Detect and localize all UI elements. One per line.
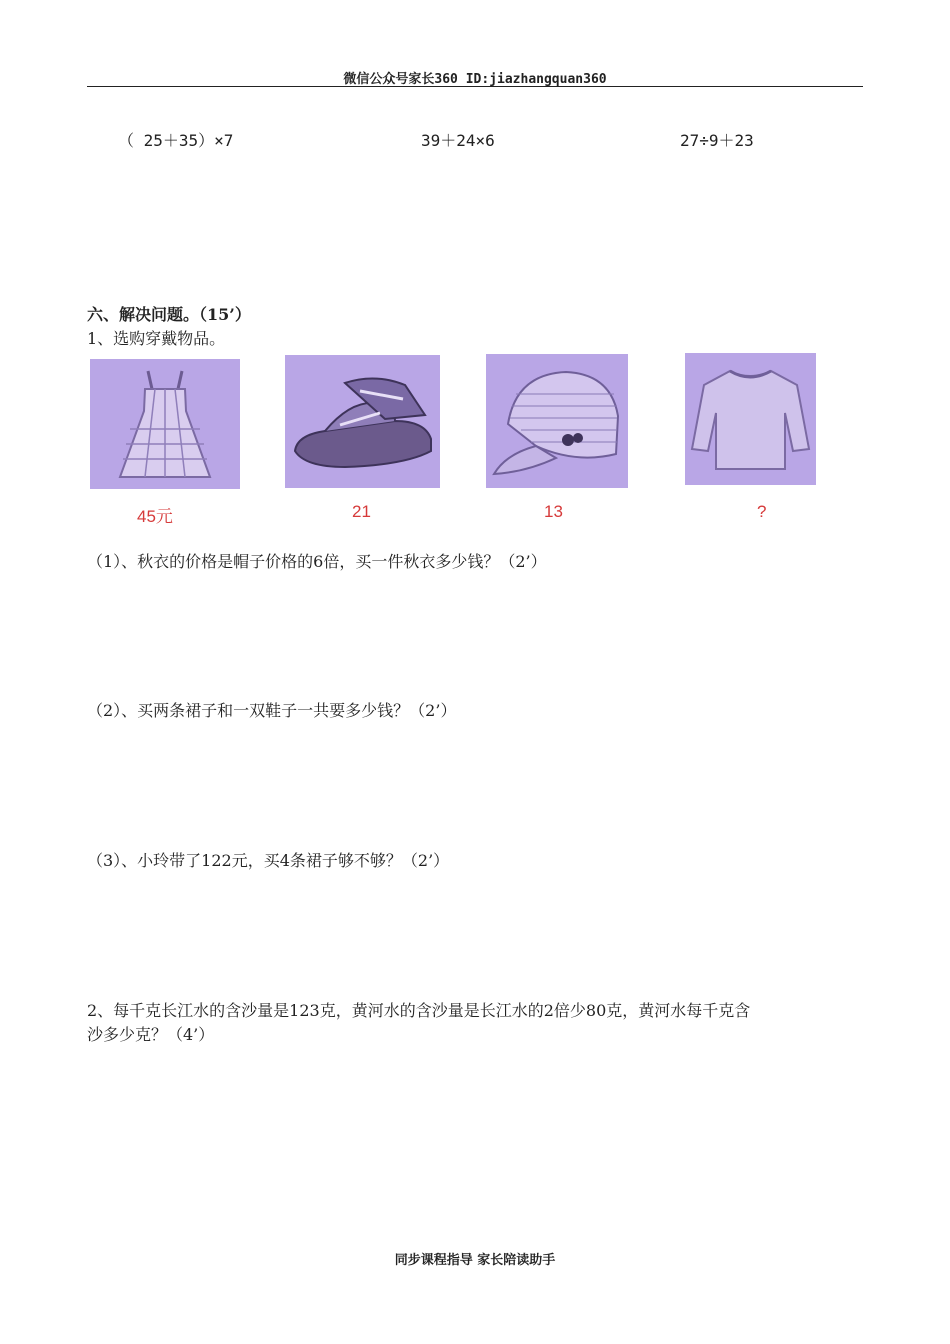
cap-image (486, 354, 628, 488)
section-title: 六、解决问题。（15’） (87, 305, 251, 324)
expression-3: 27÷9＋23 (680, 131, 754, 150)
dress-image (90, 359, 240, 489)
sweater-price: ? (757, 502, 767, 521)
cap-price: 13 (544, 502, 563, 521)
question-2-line-2: 沙多少克？（4’） (87, 1025, 215, 1044)
sub-question-2: （2）、买两条裙子和一双鞋子一共要多少钱？（2’） (87, 701, 457, 720)
sandals-price: 21 (352, 502, 371, 521)
expression-2: 39＋24×6 (421, 131, 495, 150)
expression-1: （ 25＋35）×7 (118, 131, 234, 150)
page-footer: 同步课程指导 家长陪读助手 (394, 1253, 556, 1268)
question-1-title: 1、选购穿戴物品。 (87, 329, 226, 348)
page-header: 微信公众号家长360 ID:jiazhangquan360 (343, 72, 607, 87)
sub-question-3: （3）、小玲带了122元，买4条裙子够不够？（2’） (87, 851, 450, 870)
sweater-image (685, 353, 816, 485)
dress-price: 45元 (137, 507, 173, 526)
question-2-line-1: 2、每千克长江水的含沙量是123克，黄河水的含沙量是长江水的2倍少80克，黄河水每千克含 (87, 1001, 751, 1020)
sandals-image (285, 355, 440, 488)
header-rule (87, 86, 863, 87)
sub-question-1: （1）、秋衣的价格是帽子价格的6倍，买一件秋衣多少钱？（2’） (87, 552, 547, 571)
